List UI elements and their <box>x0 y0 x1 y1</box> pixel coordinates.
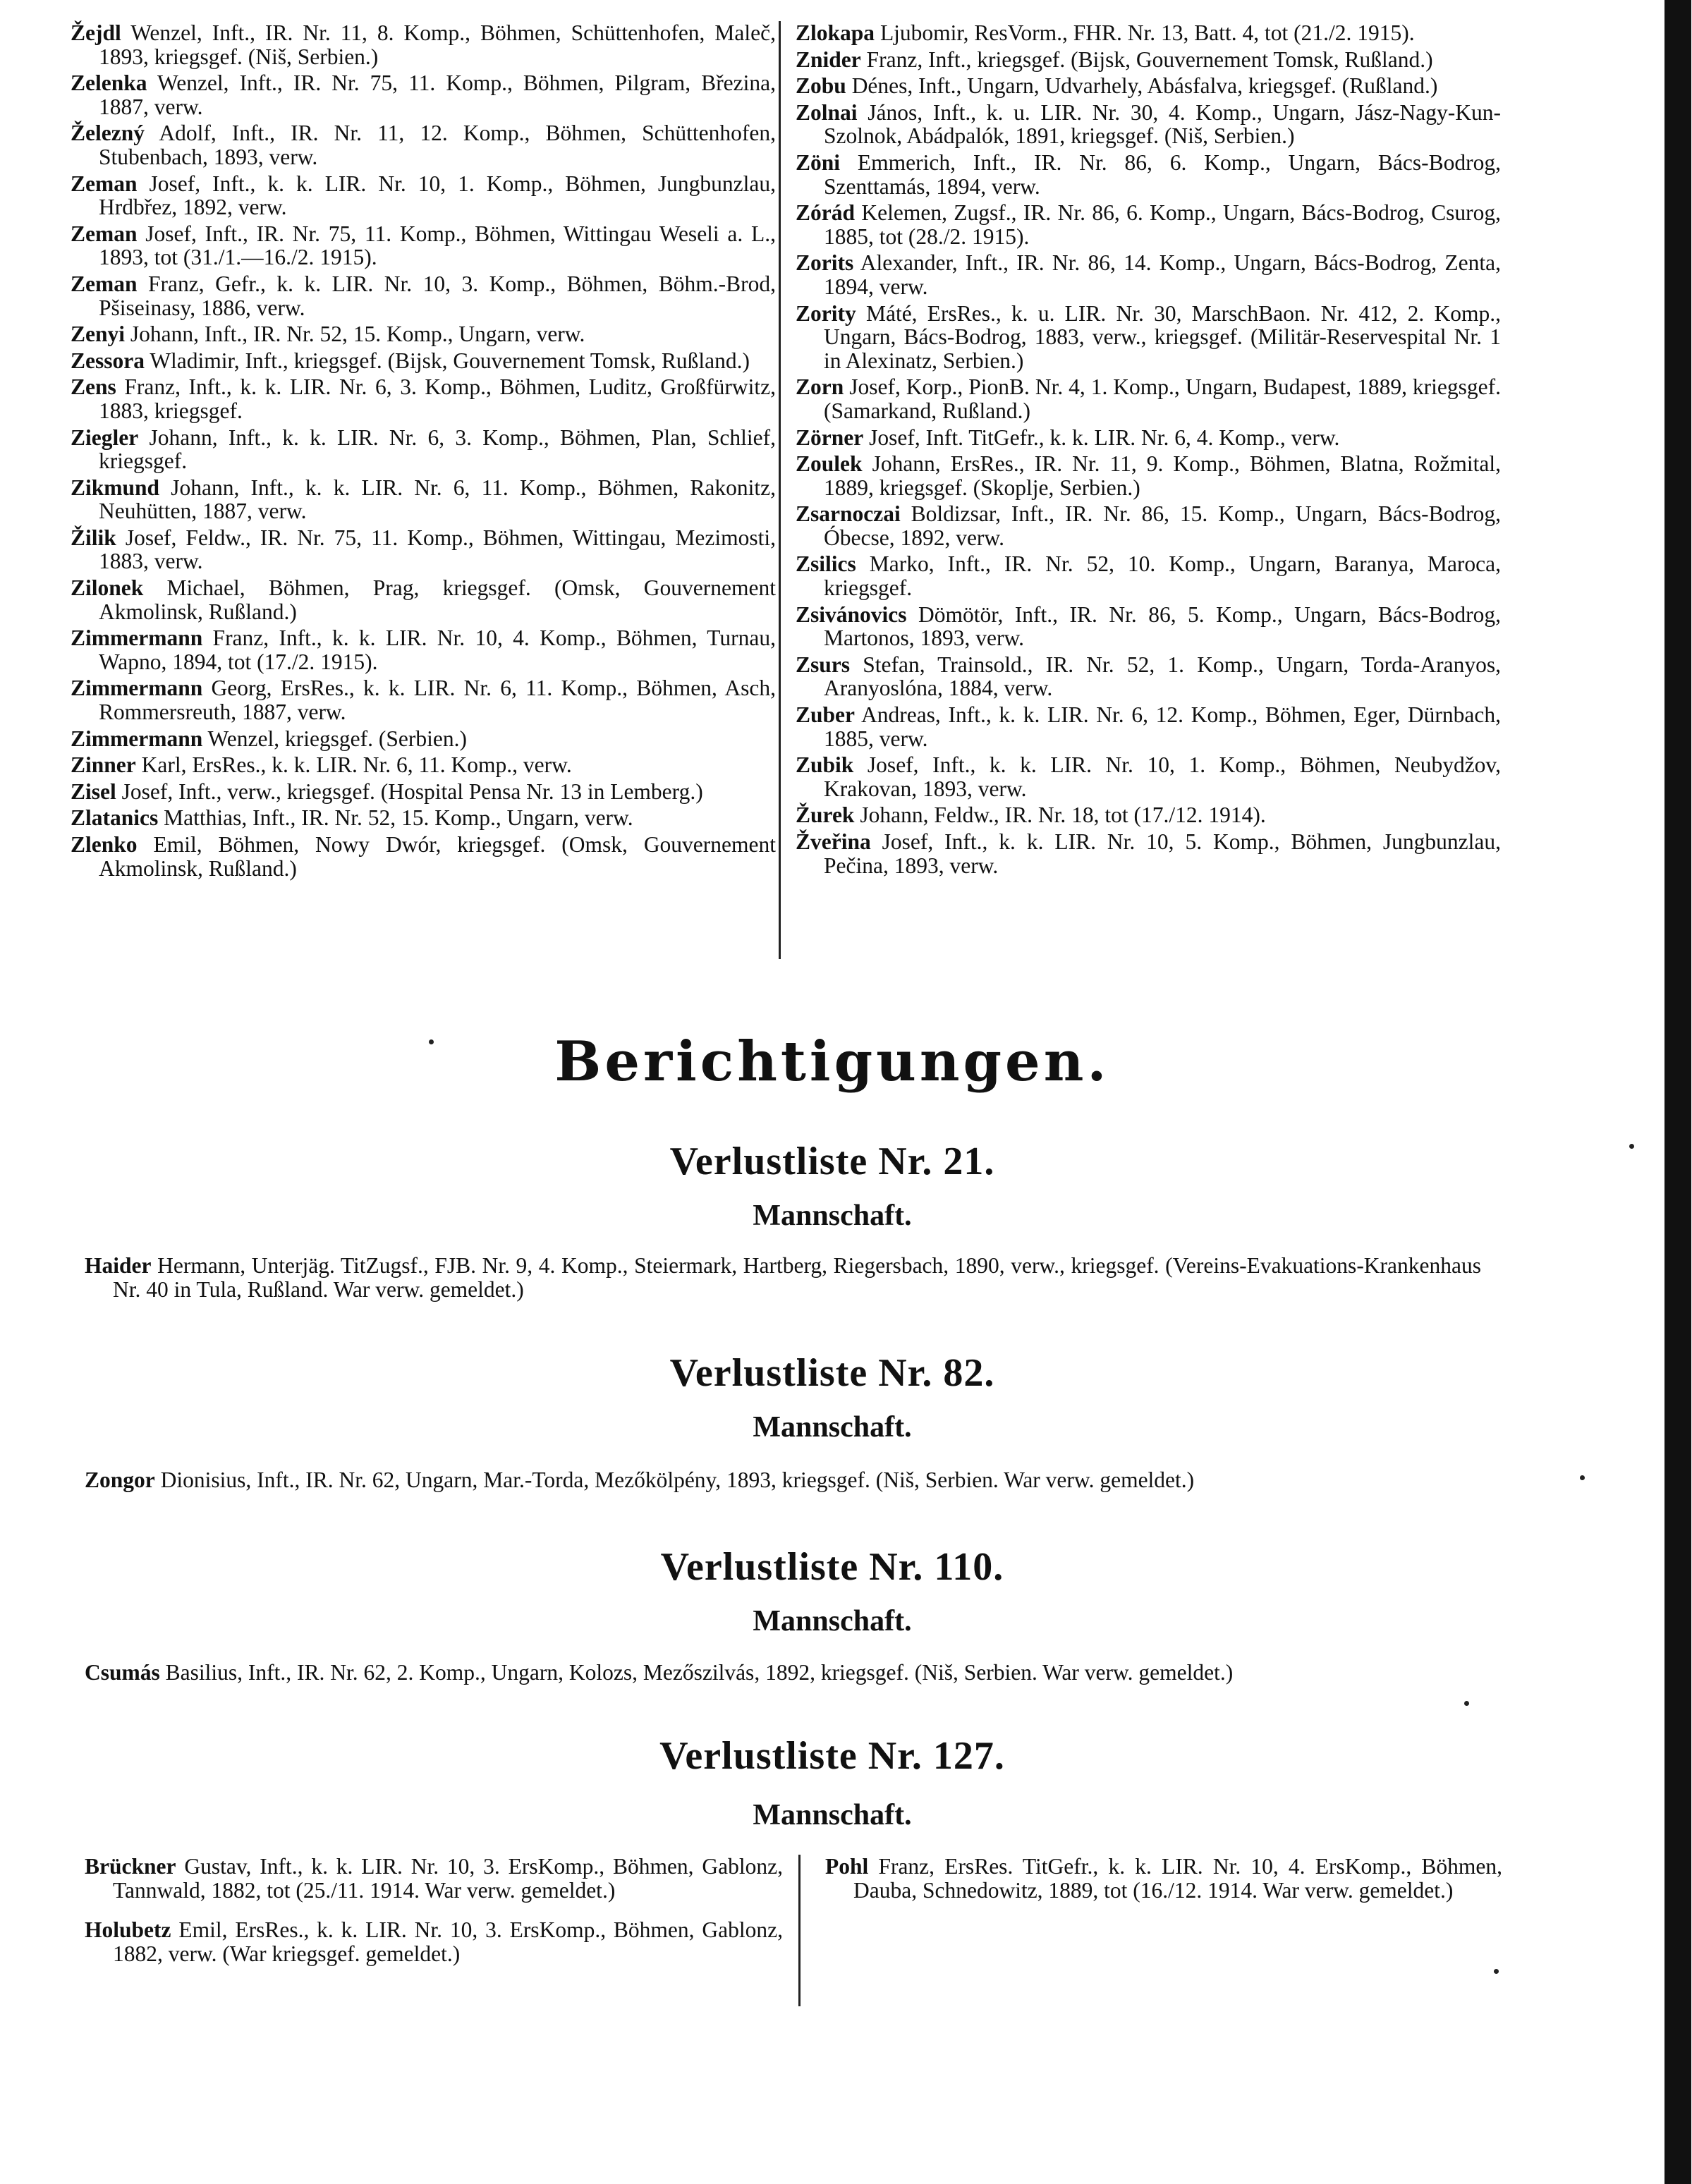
entry-name: Žveřina <box>796 829 871 854</box>
list-entry <box>796 552 1501 599</box>
list-entry <box>796 74 1501 98</box>
section-title-v127: Verlustliste Nr. 127. <box>659 1734 1005 1778</box>
entry-details: Emmerich, Inft., IR. Nr. 86, 6. Komp., Ungarn, Bács-Bodrog, Szenttamás, 1894, verw. <box>824 150 1502 199</box>
entry-name: Zinner <box>71 752 136 778</box>
list-entry <box>796 101 1501 148</box>
entry-details: Michael, Böhmen, Prag, kriegsgef. (Omsk, Gouvernement Akmolinsk, Rußland.) <box>99 575 776 624</box>
entry-details: Johann, Inft., k. k. LIR. Nr. 6, 3. Komp., Böhmen, Plan, Schlief, kriegsgef. <box>99 425 777 474</box>
entry-details: Kelemen, Zugsf., IR. Nr. 86, 6. Komp., Ungarn, Bács-Bodrog, Csurog, 1885, tot (28./2. 1915). <box>824 200 1501 249</box>
list-entry <box>71 626 776 673</box>
entry-details: Franz, Gefr., k. k. LIR. Nr. 10, 3. Komp., Böhmen, Böhm.-Brod, Pšiseinasy, 1886, verw. <box>99 271 777 320</box>
entry-details: János, Inft., k. u. LIR. Nr. 30, 4. Komp., Ungarn, Jász-Nagy-Kun-Szolnok, Abádpalók, 1891, kriegsgef. (Niš, Serbien.) <box>824 99 1501 149</box>
list-entry <box>85 1918 783 1966</box>
entry-name: Zority <box>796 300 856 326</box>
entry-name: Csumás <box>85 1660 160 1685</box>
list-entry <box>71 806 776 830</box>
entry-name: Žilik <box>71 525 116 550</box>
entry-name: Zeman <box>71 221 138 246</box>
list-entry <box>796 452 1501 499</box>
entry-details: Máté, ErsRes., k. u. LIR. Nr. 30, MarschBaon. Nr. 412, 2. Komp., Ungarn, Bács-Bodrog, 1883, verw., kriegsgef. (Militär-Reservespital Nr. 1 in Alexinatz, Serbien.) <box>824 300 1501 373</box>
section-subtitle-v21: Mannschaft. <box>753 1200 912 1232</box>
entry-name: Zikmund <box>71 475 160 500</box>
list-entry <box>71 476 776 523</box>
list-entry <box>796 753 1501 800</box>
list-entry <box>71 375 776 422</box>
entry-details: Matthias, Inft., IR. Nr. 52, 15. Komp., Ungarn, verw. <box>164 805 633 831</box>
list-entry <box>796 375 1501 422</box>
section-title-v21: Verlustliste Nr. 21. <box>669 1140 995 1183</box>
entry-name: Zlatanics <box>71 805 159 831</box>
entry-details: Emil, ErsRes., k. k. LIR. Nr. 10, 3. ErsKomp., Böhmen, Gablonz, 1882, verw. (War kriegsgef. gemeldet.) <box>113 1917 783 1966</box>
scan-speck <box>1494 1969 1499 1974</box>
list-entry <box>796 251 1501 298</box>
entry-details: Wenzel, kriegsgef. (Serbien.) <box>207 726 467 751</box>
entry-details: Andreas, Inft., k. k. LIR. Nr. 6, 12. Komp., Böhmen, Eger, Dürnbach, 1885, verw. <box>824 702 1502 751</box>
list-entry <box>796 151 1501 198</box>
list-entry <box>796 201 1501 248</box>
entry-name: Zöni <box>796 150 841 175</box>
list-entry <box>796 803 1501 827</box>
list-entry <box>796 703 1501 750</box>
entry-details: Adolf, Inft., IR. Nr. 11, 12. Komp., Böhmen, Schüttenhofen, Stubenbach, 1893, verw. <box>99 121 776 169</box>
entry-details: Josef, Inft. TitGefr., k. k. LIR. Nr. 6, 4. Komp., verw. <box>869 425 1340 450</box>
list-entry <box>796 426 1501 450</box>
entry-name: Zuber <box>796 702 856 728</box>
list-entry <box>71 780 776 804</box>
entry-details: Josef, Korp., PionB. Nr. 4, 1. Komp., Ungarn, Budapest, 1889, kriegsgef. (Samarkand, Rußland.) <box>824 374 1501 423</box>
v127-right-column <box>825 1855 1502 1918</box>
list-entry <box>796 830 1501 877</box>
list-entry <box>71 272 776 319</box>
entry-name: Zelenka <box>71 71 147 96</box>
scan-speck <box>1629 1144 1634 1149</box>
list-entry <box>71 676 776 724</box>
list-entry <box>85 1855 783 1903</box>
entry-name: Žejdl <box>71 20 121 45</box>
entry-name: Zimmermann <box>71 726 203 751</box>
column-divider <box>779 21 781 959</box>
entry-name: Zeman <box>71 271 138 296</box>
entry-details: Franz, Inft., kriegsgef. (Bijsk, Gouvernement Tomsk, Rußland.) <box>866 47 1433 72</box>
entry-name: Zessora <box>71 348 145 373</box>
entry-name: Zlenko <box>71 832 138 857</box>
correction-entry-v110 <box>85 1661 1481 1685</box>
entry-name: Zsivánovics <box>796 602 907 627</box>
entry-details: Marko, Inft., IR. Nr. 52, 10. Komp., Ungarn, Baranya, Maroca, kriegsgef. <box>824 551 1501 601</box>
entry-details: Josef, Inft., IR. Nr. 75, 11. Komp., Böhmen, Wittingau Weseli a. L., 1893, tot (31./1.—16./2. 1915). <box>99 221 777 270</box>
entry-name: Holubetz <box>85 1917 171 1942</box>
list-entry <box>71 727 776 751</box>
entry-details: Georg, ErsRes., k. k. LIR. Nr. 6, 11. Komp., Böhmen, Asch, Rommersreuth, 1887, verw. <box>99 676 776 725</box>
entry-details: Franz, Inft., k. k. LIR. Nr. 6, 3. Komp., Böhmen, Luditz, Großfürwitz, 1883, kriegsgef. <box>99 374 776 423</box>
section-subtitle-v110: Mannschaft. <box>753 1605 912 1637</box>
entry-details: Wenzel, Inft., IR. Nr. 75, 11. Komp., Böhmen, Pilgram, Březina, 1887, verw. <box>99 71 777 119</box>
entry-name: Zeman <box>71 171 138 196</box>
list-entry <box>796 502 1501 549</box>
list-entry <box>796 21 1501 45</box>
entry-name: Zsurs <box>796 652 851 677</box>
list-entry <box>71 21 776 68</box>
entry-details: Josef, Inft., k. k. LIR. Nr. 10, 5. Komp., Böhmen, Jungbunzlau, Pečina, 1893, verw. <box>824 829 1501 878</box>
entry-details: Johann, ErsRes., IR. Nr. 11, 9. Komp., Böhmen, Blatna, Rožmital, 1889, kriegsgef. (Skoplje, Serbien.) <box>824 451 1502 500</box>
entry-name: Zilonek <box>71 575 144 601</box>
entry-name: Zisel <box>71 779 116 804</box>
entry-details: Stefan, Trainsold., IR. Nr. 52, 1. Komp., Ungarn, Torda-Aranyos, Aranyoslóna, 1884, verw. <box>824 652 1501 701</box>
v127-left-column <box>85 1855 783 1982</box>
entry-name: Zens <box>71 374 116 400</box>
entry-details: Dömötör, Inft., IR. Nr. 86, 5. Komp., Ungarn, Bács-Bodrog, Martonos, 1893, verw. <box>824 602 1501 651</box>
entry-details: Franz, Inft., k. k. LIR. Nr. 10, 4. Komp., Böhmen, Turnau, Wapno, 1894, tot (17./2. 1915). <box>99 626 776 674</box>
section-subtitle-v127: Mannschaft. <box>753 1799 912 1831</box>
entry-name: Zorits <box>796 250 854 276</box>
right-column <box>796 21 1501 880</box>
entry-name: Zorn <box>796 374 844 400</box>
entry-details: Wenzel, Inft., IR. Nr. 11, 8. Komp., Böhmen, Schüttenhofen, Maleč, 1893, kriegsgef. (Niš, Serbien.) <box>99 20 777 69</box>
entry-details: Dionisius, Inft., IR. Nr. 62, Ungarn, Mar.-Torda, Mezőkölpény, 1893, kriegsgef. (Niš, Serbien. War verw. gemeldet.) <box>160 1468 1195 1492</box>
correction-entry-v21 <box>85 1254 1481 1302</box>
entry-details: Wladimir, Inft., kriegsgef. (Bijsk, Gouvernement Tomsk, Rußland.) <box>150 348 750 373</box>
list-entry <box>796 48 1501 72</box>
list-entry <box>71 349 776 373</box>
list-entry <box>71 71 776 118</box>
list-entry <box>71 526 776 573</box>
left-column <box>71 21 776 883</box>
entry-name: Brückner <box>85 1854 176 1879</box>
entry-details: Josef, Inft., k. k. LIR. Nr. 10, 1. Komp., Böhmen, Neubydžov, Krakovan, 1893, verw. <box>824 752 1502 801</box>
entry-details: Karl, ErsRes., k. k. LIR. Nr. 6, 11. Komp., verw. <box>141 752 572 778</box>
entry-name: Zsilics <box>796 551 856 577</box>
entry-name: Zsarnoczai <box>796 501 901 527</box>
correction-entry-v82 <box>85 1468 1481 1492</box>
entry-details: Basilius, Inft., IR. Nr. 62, 2. Komp., Ungarn, Kolozs, Mezőszilvás, 1892, kriegsgef. (Niš, Serbien. War verw. gemeldet.) <box>165 1660 1234 1685</box>
section-title-v82: Verlustliste Nr. 82. <box>669 1351 995 1395</box>
entry-name: Zenyi <box>71 322 126 347</box>
entry-name: Zongor <box>85 1468 155 1492</box>
entry-details: Dénes, Inft., Ungarn, Udvarhely, Abásfalva, kriegsgef. (Rußland.) <box>851 73 1438 99</box>
entry-name: Zórád <box>796 200 856 226</box>
list-entry <box>796 653 1501 700</box>
entry-details: Boldizsar, Inft., IR. Nr. 86, 15. Komp., Ungarn, Bács-Bodrog, Óbecse, 1892, verw. <box>824 501 1501 550</box>
entry-details: Hermann, Unterjäg. TitZugsf., FJB. Nr. 9, 4. Komp., Steiermark, Hartberg, Riegersbach, 1890, verw., kriegsgef. (Vereins-Evakuations-Krankenhaus Nr. 40 in Tula, Rußland. War verw. gemeldet.) <box>113 1253 1481 1302</box>
entry-details: Josef, Feldw., IR. Nr. 75, 11. Komp., Böhmen, Wittingau, Mezimosti, 1883, verw. <box>99 525 776 574</box>
entry-details: Alexander, Inft., IR. Nr. 86, 14. Komp., Ungarn, Bács-Bodrog, Zenta, 1894, verw. <box>824 250 1501 299</box>
entry-details: Emil, Böhmen, Nowy Dwór, kriegsgef. (Omsk, Gouvernement Akmolinsk, Rußland.) <box>99 832 776 881</box>
entry-details: Josef, Inft., verw., kriegsgef. (Hospital Pensa Nr. 13 in Lemberg.) <box>121 779 703 804</box>
list-entry <box>71 576 776 623</box>
list-entry <box>71 833 776 880</box>
list-entry <box>825 1855 1502 1903</box>
list-entry <box>71 322 776 346</box>
column-divider <box>798 1855 801 2006</box>
entry-name: Zubik <box>796 752 854 778</box>
entry-details: Johann, Feldw., IR. Nr. 18, tot (17./12. 1914). <box>860 803 1266 828</box>
entry-name: Zörner <box>796 425 864 450</box>
list-entry <box>71 426 776 473</box>
list-entry <box>71 172 776 219</box>
list-entry <box>71 222 776 269</box>
entry-name: Pohl <box>825 1854 869 1879</box>
entry-details: Ljubomir, ResVorm., FHR. Nr. 13, Batt. 4, tot (21./2. 1915). <box>880 20 1415 45</box>
entry-name: Železný <box>71 121 145 146</box>
section-title-v110: Verlustliste Nr. 110. <box>660 1545 1004 1589</box>
entry-details: Johann, Inft., IR. Nr. 52, 15. Komp., Ungarn, verw. <box>130 322 585 347</box>
entry-name: Zimmermann <box>71 626 203 651</box>
entry-name: Haider <box>85 1253 152 1278</box>
entry-name: Zlokapa <box>796 20 875 45</box>
entry-name: Zimmermann <box>71 676 203 701</box>
list-entry <box>71 121 776 169</box>
entry-name: Zobu <box>796 73 846 99</box>
entry-name: Zoulek <box>796 451 863 477</box>
entry-name: Znider <box>796 47 861 72</box>
list-entry <box>71 753 776 777</box>
corrections-title: Berichtigungen. <box>554 1030 1110 1094</box>
entry-name: Zolnai <box>796 99 858 125</box>
list-entry <box>796 603 1501 650</box>
entry-details: Josef, Inft., k. k. LIR. Nr. 10, 1. Komp., Böhmen, Jungbunzlau, Hrdbřez, 1892, verw. <box>99 171 777 220</box>
entry-name: Ziegler <box>71 425 139 450</box>
entry-details: Johann, Inft., k. k. LIR. Nr. 6, 11. Komp., Böhmen, Rakonitz, Neuhütten, 1887, verw. <box>99 475 777 524</box>
entry-details: Franz, ErsRes. TitGefr., k. k. LIR. Nr. 10, 4. ErsKomp., Böhmen, Dauba, Schnedowitz, 1889, tot (16./12. 1914. War verw. gemeldet.) <box>853 1854 1502 1903</box>
scan-speck <box>429 1039 434 1044</box>
scan-speck <box>1464 1701 1469 1706</box>
scan-speck <box>1580 1475 1585 1480</box>
list-entry <box>796 302 1501 373</box>
entry-name: Žurek <box>796 803 855 828</box>
entry-details: Gustav, Inft., k. k. LIR. Nr. 10, 3. ErsKomp., Böhmen, Gablonz, Tannwald, 1882, tot (25./11. 1914. War verw. gemeldet.) <box>113 1854 783 1903</box>
section-subtitle-v82: Mannschaft. <box>753 1411 912 1444</box>
